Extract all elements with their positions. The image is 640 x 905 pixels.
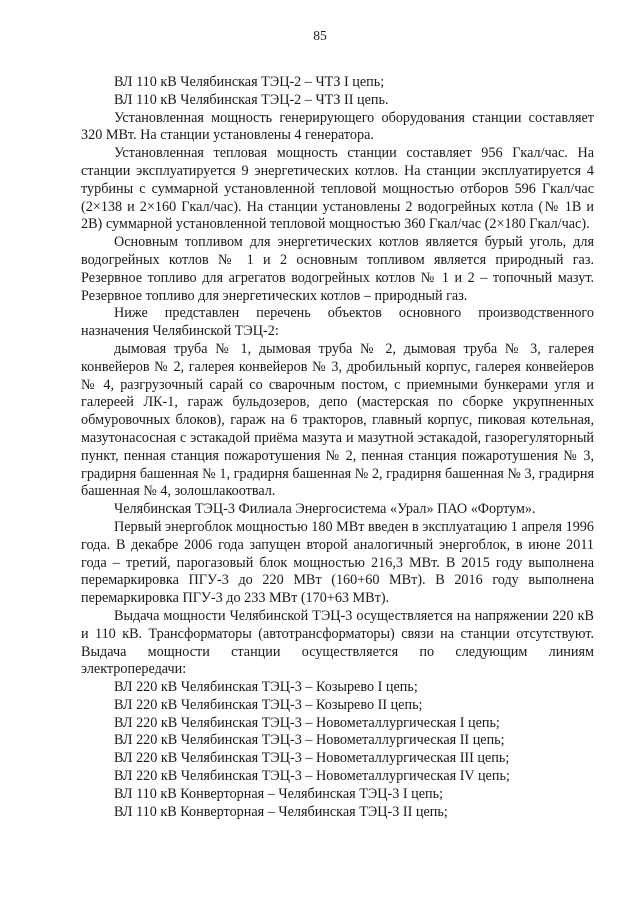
power-line-item: ВЛ 220 кВ Челябинская ТЭЦ-3 – Новометаллургическая IV цепь; — [114, 768, 510, 785]
paragraph: Ниже представлен перечень объектов основного производственного назначения Челябинской ТЭЦ-2: — [81, 305, 594, 340]
paragraph: Первый энергоблок мощностью 180 МВт введен в эксплуатацию 1 апреля 1996 года. В декабре 2006 года запущен второй аналогичный энергоблок, в июне 2011 года – третий, парогазовый блок мощностью 216,3 МВт. В 2015 году выполнена перемаркировка ПГУ-3 до 220 МВт (160+60 МВт). В 2016 году выполнена перемаркировка ПГУ-3 до 233 МВт (170+63 МВт). — [81, 518, 594, 607]
paragraph: Установленная тепловая мощность станции составляет 956 Гкал/час. На станции эксплуатируется 9 энергетических котлов. На станции эксплуатируется 4 турбины с суммарной установленной тепловой мощностью отборов 596 Гкал/час (2×138 и 2×160 Гкал/час). На станции установлены 2 водогрейных котла (№ 1В и 2В) суммарной установленной тепловой мощностью 360 Гкал/час (2×180 Гкал/час). — [81, 145, 594, 233]
document-body — [81, 74, 594, 821]
paragraph: Основным топливом для энергетических котлов является бурый уголь, для водогрейных котлов № 1 и 2 основным топливом является природный газ. Резервное топливо для агрегатов водогрейных котлов № 1 и 2 – топочный мазут. Резервное топливо для энергетических котлов – природный газ. — [81, 234, 594, 304]
power-line-item: ВЛ 220 кВ Челябинская ТЭЦ-3 – Козырево II цепь; — [114, 696, 423, 713]
page-number: 85 — [313, 28, 327, 43]
paragraph: Установленная мощность генерирующего оборудования станции составляет 320 МВт. На станции установлены 4 генератора. — [81, 109, 594, 144]
power-line-item: ВЛ 220 кВ Челябинская ТЭЦ-3 – Новометаллургическая II цепь; — [114, 732, 505, 749]
power-line-item: ВЛ 220 кВ Челябинская ТЭЦ-3 – Козырево I цепь; — [114, 679, 418, 696]
power-line-item: ВЛ 220 кВ Челябинская ТЭЦ-3 – Новометаллургическая I цепь; — [114, 714, 500, 731]
power-line-item: ВЛ 110 кВ Конверторная – Челябинская ТЭЦ-3 II цепь; — [114, 803, 448, 820]
power-line-item: ВЛ 110 кВ Челябинская ТЭЦ-2 – ЧТЗ I цепь; — [114, 74, 385, 90]
power-line-item: ВЛ 220 кВ Челябинская ТЭЦ-3 – Новометаллургическая III цепь; — [114, 750, 510, 767]
power-line-item: ВЛ 110 кВ Челябинская ТЭЦ-2 – ЧТЗ II цепь. — [114, 91, 389, 108]
paragraph: Челябинская ТЭЦ-3 Филиала Энергосистема «Урал» ПАО «Фортум». — [114, 501, 536, 518]
paragraph: дымовая труба № 1, дымовая труба № 2, дымовая труба № 3, галерея конвейеров № 2, галерея конвейеров № 3, дробильный корпус, галерея конвейеров № 4, разгрузочный сарай со сварочным постом, с приемными бункерами угля и галереей ЛК-1, гараж бульдозеров, депо (мастерская по сборке укрупненных обмуровочных блоков), гараж на 6 тракторов, главный корпус, пиковая котельная, мазутонасосная с эстакадой приёма мазута и мазутной эстакадой, газорегуляторный пункт, пенная станция пожаротушения № 2, пенная станция пожаротушения № 3, градирня башенная № 1, градирня башенная № 2, градирня башенная № 3, градирня башенная № 4, золошлакоотвал. — [81, 340, 594, 500]
paragraph: Выдача мощности Челябинской ТЭЦ-3 осуществляется на напряжении 220 кВ и 110 кВ. Трансформаторы (автотрансформаторы) связи на станции отсутствуют. Выдача мощности станции осуществляется по следующим линиям электропередачи: — [81, 607, 594, 678]
power-line-item: ВЛ 110 кВ Конверторная – Челябинская ТЭЦ-3 I цепь; — [114, 785, 444, 802]
